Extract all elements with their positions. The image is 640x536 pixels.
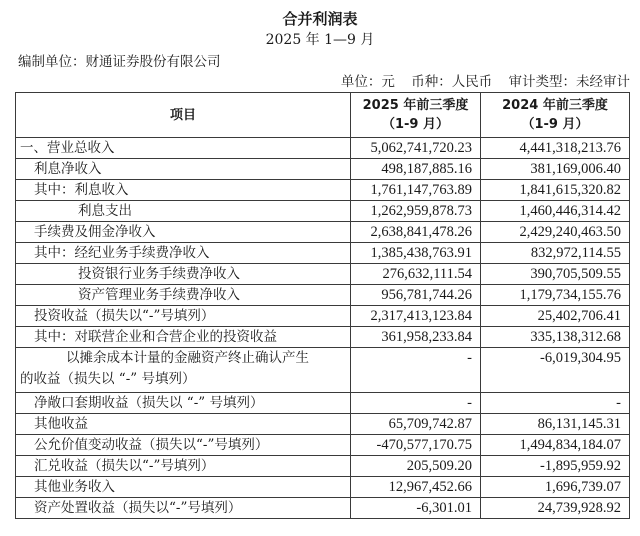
table-row: [16, 327, 630, 348]
compiling-entity: 编制单位：财通证券股份有限公司: [18, 54, 221, 70]
table-row: [16, 477, 630, 498]
table-row: [16, 435, 630, 456]
row-label: 手续费及佣金净收入: [16, 222, 351, 243]
value-2025: 12,967,452.66: [351, 477, 481, 498]
value-2025: 1,262,959,878.73: [351, 201, 481, 222]
row-label: 资产处置收益（损失以“-”号填列）: [16, 498, 351, 519]
row-label-line1: 以摊余成本计量的金融资产终止确认产生: [66, 350, 309, 366]
value-2025: 1,761,147,763.89: [351, 180, 481, 201]
table-row: [16, 348, 630, 393]
value-2024: 1,494,834,184.07: [481, 435, 630, 456]
table-row: [16, 414, 630, 435]
table-row: [16, 180, 630, 201]
table-row: [16, 285, 630, 306]
value-2025: 1,385,438,763.91: [351, 243, 481, 264]
value-2025: 5,062,741,720.23: [351, 138, 481, 159]
value-2025: -6,301.01: [351, 498, 481, 519]
header-2025: [351, 93, 481, 138]
value-2025: -: [351, 393, 481, 414]
row-label: 利息支出: [16, 201, 351, 222]
table-row: [16, 159, 630, 180]
row-label: 其他收益: [16, 414, 351, 435]
row-label: 其中：对联营企业和合营企业的投资收益: [16, 327, 351, 348]
header-2024-year: 2024 年前三季度: [502, 98, 608, 113]
statement-meta: [329, 73, 630, 91]
table-row: [16, 393, 630, 414]
value-2025: 2,638,841,478.26: [351, 222, 481, 243]
value-2024: 1,460,446,314.42: [481, 201, 630, 222]
row-label: 资产管理业务手续费净收入: [16, 285, 351, 306]
value-2024: 24,739,928.92: [481, 498, 630, 519]
value-2025: 2,317,413,123.84: [351, 306, 481, 327]
value-2025: -470,577,170.75: [351, 435, 481, 456]
value-2024: 832,972,114.55: [481, 243, 630, 264]
value-2025: 361,958,233.84: [351, 327, 481, 348]
header-2024: [481, 93, 630, 138]
statement-period: 2025 年 1—9 月: [265, 32, 375, 48]
value-2024: 86,131,145.31: [481, 414, 630, 435]
table-row: [16, 498, 630, 519]
header-2025-year: 2025 年前三季度: [362, 98, 469, 113]
value-2024: 4,441,318,213.76: [481, 138, 630, 159]
value-2024: 335,138,312.68: [481, 327, 630, 348]
table-row: [16, 243, 630, 264]
row-label: 其中：经纪业务手续费净收入: [16, 243, 351, 264]
value-2024: 390,705,509.55: [481, 264, 630, 285]
table-row: [16, 201, 630, 222]
table-row: [16, 306, 630, 327]
row-label: 公允价值变动收益（损失以“-”号填列）: [16, 435, 351, 456]
table-row: [16, 264, 630, 285]
currency-label: 币种：人民币: [411, 74, 493, 90]
value-2024: -: [481, 393, 630, 414]
row-label: 投资银行业务手续费净收入: [16, 264, 351, 285]
row-label-line2: 的收益（损失以 “-” 号填列）: [20, 371, 196, 387]
row-label: 其他业务收入: [16, 477, 351, 498]
value-2025: 65,709,742.87: [351, 414, 481, 435]
row-label: [16, 348, 351, 393]
table-header-row: [16, 93, 630, 138]
value-2024: 2,429,240,463.50: [481, 222, 630, 243]
table-row: [16, 456, 630, 477]
audit-type-label: 审计类型：未经审计: [508, 74, 630, 90]
row-label: 一、营业总收入: [16, 138, 351, 159]
row-label: 投资收益（损失以“-”号填列）: [16, 306, 351, 327]
row-label: 汇兑收益（损失以“-”号填列）: [16, 456, 351, 477]
value-2025: 205,509.20: [351, 456, 481, 477]
value-2025: 956,781,744.26: [351, 285, 481, 306]
table-row: [16, 222, 630, 243]
value-2024: 25,402,706.41: [481, 306, 630, 327]
value-2025: -: [351, 348, 481, 393]
row-label: 净敞口套期收益（损失以 “-” 号填列）: [16, 393, 351, 414]
row-label: 其中：利息收入: [16, 180, 351, 201]
value-2024: 381,169,006.40: [481, 159, 630, 180]
header-item: 项目: [16, 93, 351, 138]
value-2024: 1,841,615,320.82: [481, 180, 630, 201]
row-label: 利息净收入: [16, 159, 351, 180]
income-statement-table: [15, 92, 630, 519]
table-row: [16, 138, 630, 159]
value-2025: 276,632,111.54: [351, 264, 481, 285]
header-2024-months: （1-9 月）: [521, 117, 589, 132]
header-2025-months: （1-9 月）: [381, 117, 449, 132]
value-2024: 1,179,734,155.76: [481, 285, 630, 306]
value-2024: -6,019,304.95: [481, 348, 630, 393]
value-2024: -1,895,959.92: [481, 456, 630, 477]
statement-title: 合并利润表: [282, 10, 358, 28]
value-2025: 498,187,885.16: [351, 159, 481, 180]
unit-label: 单位：元: [340, 74, 395, 90]
value-2024: 1,696,739.07: [481, 477, 630, 498]
